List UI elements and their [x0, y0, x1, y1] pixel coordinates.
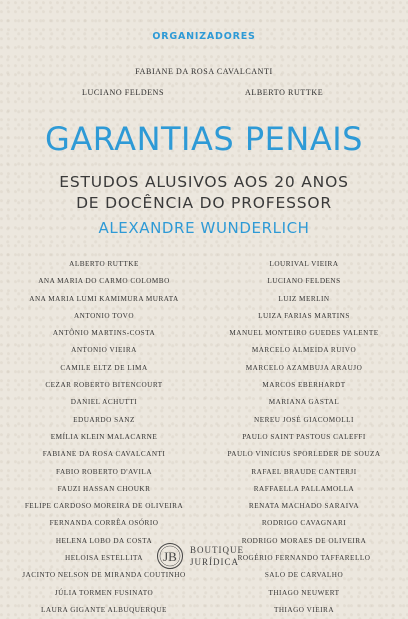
contributor-name: EDUARDO SANZ	[73, 415, 135, 424]
contributor-name: FABIANE DA ROSA CAVALCANTI	[42, 450, 166, 459]
contributor-name: MANUEL MONTEIRO GUEDES VALENTE	[229, 329, 379, 338]
contributor-name: RODRIGO MORAES DE OLIVEIRA	[241, 536, 367, 545]
contributor-name: RAFAEL BRAUDE CANTERJI	[251, 467, 357, 476]
contributor-name: JÚLIA TORMEN FUSINATO	[54, 588, 154, 597]
subtitle-line: ESTUDOS ALUSIVOS AOS 20 ANOS	[59, 173, 349, 191]
contributor-name: FAUZI HASSAN CHOUKR	[57, 484, 151, 493]
organizer-name: ALBERTO RUTTKE	[245, 88, 324, 97]
contributor-name: RODRIGO CAVAGNARI	[261, 519, 347, 528]
contributor-name: MARCELO AZAMBUJA ARAUJO	[245, 363, 363, 372]
contributor-name: FERNANDA CORRÊA OSÓRIO	[49, 519, 159, 528]
contributor-name: LAURA GIGANTE ALBUQUERQUE	[41, 605, 167, 614]
publisher-logo-icon	[156, 541, 184, 571]
contributor-name: ANA MARIA DO CARMO COLOMBO	[38, 277, 170, 286]
contributor-name: ANA MARIA LUMI KAMIMURA MURATA	[29, 294, 179, 303]
contributor-name: MARCOS EBERHARDT	[262, 381, 346, 390]
contributor-name: MARCELO ALMEIDA RUIVO	[251, 346, 357, 355]
contributor-name: ANTONIO VIEIRA	[71, 346, 137, 355]
contributor-name: FELIPE CARDOSO MOREIRA DE OLIVEIRA	[24, 502, 184, 511]
contributor-name: PAULO SAINT PASTOUS CALEFFI	[242, 432, 366, 441]
svg-text:JB: JB	[163, 549, 177, 564]
contributor-name: RENATA MACHADO SARAIVA	[248, 502, 360, 511]
contributor-name: CEZAR ROBERTO BITENCOURT	[45, 381, 163, 390]
contributor-name: ANTONIO TOVO	[73, 311, 135, 320]
contributor-name: NEREU JOSÉ GIACOMOLLI	[254, 415, 354, 424]
organizer-name: LUCIANO FELDENS	[82, 88, 165, 97]
contributor-name: LUCIANO FELDENS	[267, 277, 341, 286]
contributor-name: HELENA LOBO DA COSTA	[55, 536, 153, 545]
contributor-name: MARIANA GASTAL	[268, 398, 340, 407]
contributor-name: JACINTO NELSON DE MIRANDA COUTINHO	[22, 571, 186, 580]
contributor-name: CAMILE ELTZ DE LIMA	[60, 363, 148, 372]
organizer-name: FABIANE DA ROSA CAVALCANTI	[135, 67, 273, 76]
subtitle-line: DE DOCÊNCIA DO PROFESSOR	[76, 194, 332, 212]
organizers-label: ORGANIZADORES	[152, 31, 256, 42]
contributor-name: ROGÉRIO FERNANDO TAFFARELLO	[237, 554, 371, 563]
publisher-name: BOUTIQUE	[190, 545, 244, 555]
contributor-name: DANIEL ACHUTTI	[70, 398, 138, 407]
contributor-name: THIAGO VIEIRA	[273, 605, 335, 614]
publisher-name: JURÍDICA	[190, 557, 240, 567]
contributor-name: SALO DE CARVALHO	[264, 571, 344, 580]
contributor-name: ALBERTO RUTTKE	[69, 260, 139, 268]
contributor-name: RAFFAELLA PALLAMOLLA	[253, 484, 355, 493]
contributor-name: LUIZA FARIAS MARTINS	[258, 311, 350, 320]
contributor-name: ANTÔNIO MARTINS-COSTA	[52, 329, 156, 338]
honoree-name: ALEXANDRE WUNDERLICH	[98, 219, 310, 237]
contributor-name: PAULO VINICIUS SPORLEDER DE SOUZA	[227, 450, 381, 459]
contributor-name: FABIO ROBERTO D'AVILA	[55, 467, 153, 476]
contributor-name: HELOISA ESTELLITA	[65, 554, 143, 563]
contributor-name: EMÍLIA KLEIN MALACARNE	[50, 432, 158, 441]
book-title: GARANTIAS PENAIS	[45, 120, 363, 158]
contributor-name: LOURIVAL VIEIRA	[269, 260, 339, 268]
contributor-name: LUIZ MERLIN	[278, 294, 330, 303]
contributor-name: THIAGO NEUWERT	[268, 588, 340, 597]
